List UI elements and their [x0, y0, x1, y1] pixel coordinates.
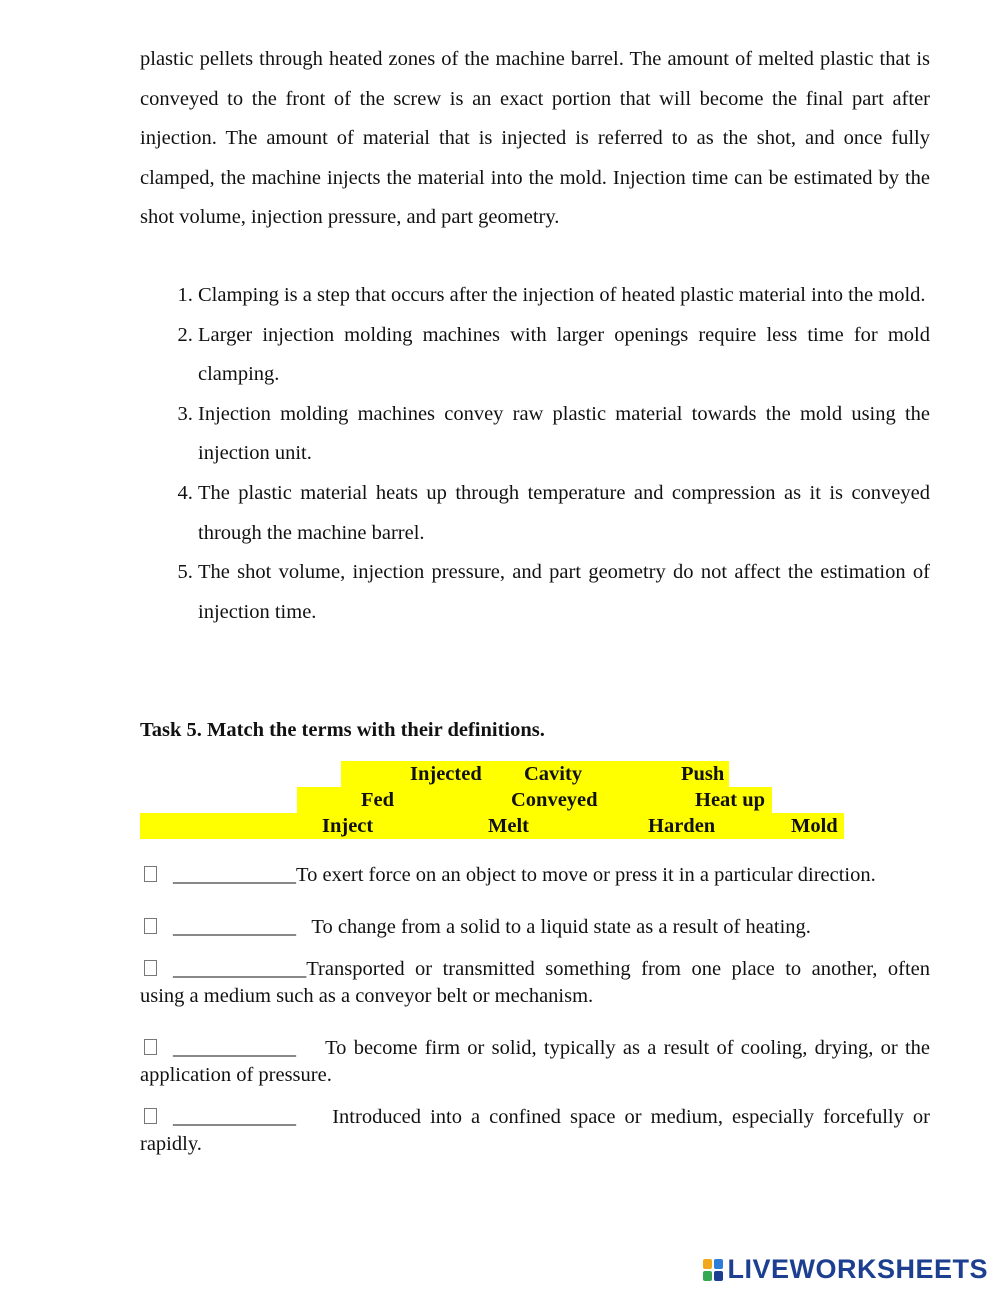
intro-paragraph: plastic pellets through heated zones of the machine barrel. The amount of melted plastic that is conveyed to the front of the screw is an exact portion that will become the final part after injection. The amount of material that is injected is referred to as the shot, and once fully clamped, the machine injects the material into the mold. Injection time can be estimated by the shot volume, injection pressure, and part geometry. — [140, 48, 930, 229]
word-bank-term: Mold — [791, 815, 838, 837]
word-bank-term: Harden — [648, 815, 716, 837]
word-bank-term: Fed — [361, 789, 395, 811]
answer-checkbox[interactable] — [144, 960, 157, 976]
definition-text: To become firm or solid, typically as a result of cooling, drying, or the application of pressure. — [140, 1037, 931, 1086]
statement-item: 5. The shot volume, injection pressure, and part geometry do not affect the estimation of injection time. — [198, 553, 930, 632]
definition-item — [140, 1035, 930, 1089]
definition-text: Introduced into a confined space or medium, especially forcefully or rapidly. — [140, 1106, 931, 1155]
answer-checkbox[interactable] — [144, 1108, 157, 1124]
answer-checkbox[interactable] — [144, 918, 157, 934]
statement-item: 2. Larger injection molding machines with larger openings require less time for mold clamping. — [198, 316, 930, 395]
definition-item — [140, 1104, 930, 1158]
answer-blank[interactable]: ____________ — [173, 916, 296, 938]
answer-checkbox[interactable] — [144, 1039, 157, 1055]
definition-text: Transported or transmitted something from one place to another, often using a medium such as a conveyor belt or mechanism. — [140, 958, 930, 1007]
word-bank-term: Cavity — [524, 763, 583, 785]
word-bank-term: Push — [681, 763, 725, 785]
definition-item — [140, 862, 930, 889]
word-bank-term: Conveyed — [511, 789, 598, 811]
word-bank-term: Inject — [322, 815, 374, 837]
task-title: Task 5. Match the terms with their definitions. — [140, 719, 545, 741]
definition-text: To change from a solid to a liquid state as a result of heating. — [311, 916, 811, 938]
answer-checkbox[interactable] — [144, 866, 157, 882]
liveworksheets-logo — [703, 1254, 988, 1285]
reading-section — [140, 40, 930, 632]
answer-blank[interactable]: ____________ — [173, 1037, 296, 1059]
word-bank-term: Injected — [410, 763, 482, 785]
answer-blank[interactable]: ____________ — [173, 1106, 296, 1128]
logo-text: LIVEWORKSHEETS — [727, 1254, 988, 1284]
word-bank-term: Heat up — [695, 789, 766, 811]
definition-item — [140, 914, 930, 941]
statement-item: 4. The plastic material heats up through temperature and compression as it is conveyed through the machine barrel. — [198, 474, 930, 553]
statement-item: 1. Clamping is a step that occurs after the injection of heated plastic material into the mold. — [198, 276, 930, 316]
statement-item: 3. Injection molding machines convey raw plastic material towards the mold using the injection unit. — [198, 395, 930, 474]
answer-blank[interactable]: ____________ — [173, 864, 296, 886]
word-bank-term: Melt — [488, 815, 529, 837]
true-false-statements — [140, 276, 930, 632]
answer-blank[interactable]: _____________ — [173, 958, 307, 980]
logo-mark-icon — [703, 1259, 723, 1281]
definition-text: To exert force on an object to move or press it in a particular direction. — [296, 864, 876, 886]
definition-item — [140, 956, 930, 1010]
